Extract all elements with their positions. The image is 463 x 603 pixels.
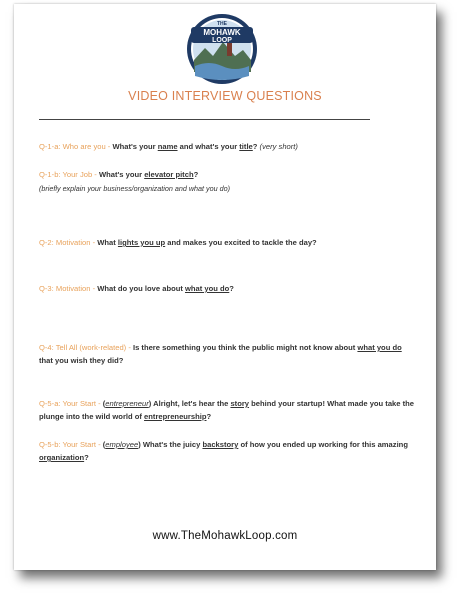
question-label: Q-5-a: Your Start -: [39, 399, 103, 408]
question-label: Q-5-b: Your Start -: [39, 440, 103, 449]
question-q1a: Q-1-a: Who are you - What's your name and what's your title? (very short): [39, 142, 298, 151]
question-label: Q-2: Motivation -: [39, 238, 98, 247]
question-label: Q-1-b: Your Job -: [39, 170, 99, 179]
question-q4: Q-4: Tell All (work-related) - Is there something you think the public might not know about what you do that you wish they did?: [39, 343, 402, 365]
document-page: [14, 4, 436, 570]
svg-text:THE: THE: [217, 21, 227, 27]
question-q1b: Q-1-b: Your Job - What's your elevator pitch?: [39, 170, 199, 179]
question-q5b: Q-5-b: Your Start - (employee) What's the juicy backstory of how you ended up working for this amazing organization?: [39, 440, 408, 462]
title-divider: [39, 119, 370, 120]
svg-text:LOOP: LOOP: [212, 37, 232, 44]
question-label: Q-4: Tell All (work-related) -: [39, 343, 133, 352]
question-label: Q-1-a: Who are you -: [39, 142, 113, 151]
page-title: VIDEO INTERVIEW QUESTIONS: [128, 89, 322, 103]
mohawk-loop-logo: [185, 12, 259, 86]
question-label: Q-3: Motivation -: [39, 284, 98, 293]
svg-text:MOHAWK: MOHAWK: [203, 28, 241, 37]
question-q1b-note: (briefly explain your business/organization and what you do): [39, 184, 230, 193]
question-q2: Q-2: Motivation - What lights you up and makes you excited to tackle the day?: [39, 238, 317, 247]
website-link[interactable]: www.TheMohawkLoop.com: [152, 530, 298, 542]
question-q5a: Q-5-a: Your Start - (entrepreneur) Alright, let's hear the story behind your startup! What made you take the plunge into the wild world of entrepreneurship?: [39, 399, 415, 421]
question-q3: Q-3: Motivation - What do you love about what you do?: [39, 284, 234, 293]
